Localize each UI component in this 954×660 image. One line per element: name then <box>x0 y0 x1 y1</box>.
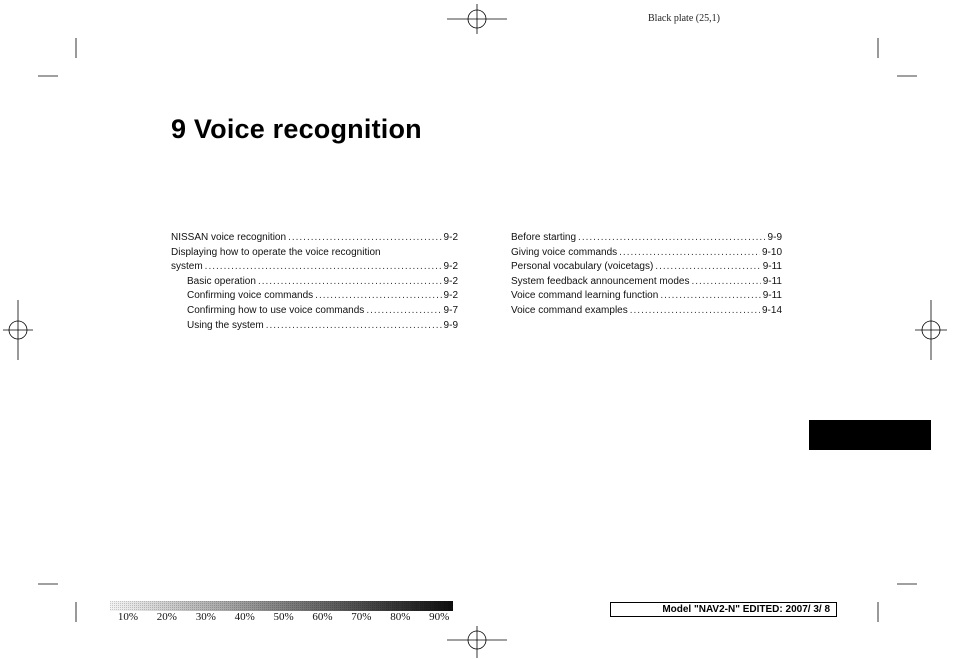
toc-entry-page: 9-11 <box>762 261 782 273</box>
toc-entry-page: 9-11 <box>762 275 782 287</box>
toc-leader-dots <box>619 246 760 261</box>
toc-entry-title: Before starting <box>511 232 577 243</box>
toc-entry-title: Voice command learning function <box>511 290 659 302</box>
toc-entry-title: Displaying how to operate the voice recognition <box>171 246 381 258</box>
toc-entry-title: system <box>171 261 203 273</box>
toc-entry-title: Confirming how to use voice commands <box>187 304 365 316</box>
toc-leader-dots <box>288 231 441 246</box>
toc-entry <box>511 304 782 319</box>
toc-leader-dots <box>660 289 760 304</box>
chapter-tab <box>809 420 931 450</box>
density-texture <box>110 601 453 611</box>
toc-entry-page: 9-9 <box>767 232 782 243</box>
density-label: 50% <box>273 611 294 623</box>
density-label: 70% <box>351 611 372 623</box>
toc-entry <box>511 260 782 275</box>
toc-entry-page: 9-10 <box>761 246 782 258</box>
toc-entry-page: 9-9 <box>443 319 458 331</box>
density-label: 60% <box>312 611 333 623</box>
toc-entry <box>171 246 458 261</box>
toc-entry <box>171 319 458 334</box>
toc-left-column <box>171 231 458 333</box>
toc-entry-title: Confirming voice commands <box>187 290 314 302</box>
toc-leader-dots <box>315 289 441 304</box>
toc-entry <box>511 231 782 246</box>
toc-leader-dots <box>258 275 442 290</box>
toc-entry-title: Giving voice commands <box>511 246 618 258</box>
toc-leader-dots <box>578 231 766 246</box>
density-label: 10% <box>117 611 139 623</box>
toc-entry-page: 9-2 <box>443 275 458 287</box>
toc-entry <box>511 275 782 290</box>
toc-entry-title: Voice command examples <box>511 304 628 316</box>
toc-entry-title: Using the system <box>187 319 264 331</box>
toc-entry <box>171 304 458 319</box>
toc-entry <box>171 289 458 304</box>
toc-entry-page: 9-7 <box>443 304 458 316</box>
density-label: 40% <box>234 611 255 623</box>
toc-entry-title: Personal vocabulary (voicetags) <box>511 261 654 273</box>
density-scale-bar <box>110 601 453 611</box>
chapter-title: 9 Voice recognition <box>171 114 422 144</box>
toc-right-column <box>511 231 782 319</box>
plate-label: Black plate (25,1) <box>648 13 720 24</box>
model-edited-stamp: Model "NAV2-N" EDITED: 2007/ 3/ 8 <box>610 602 837 617</box>
density-label: 30% <box>195 611 216 623</box>
density-label: 80% <box>390 611 411 623</box>
toc-leader-dots <box>366 304 441 319</box>
toc-entry-page: 9-2 <box>443 232 458 243</box>
toc-entry-title: System feedback announcement modes <box>511 275 690 287</box>
toc-entry-page: 9-2 <box>443 290 458 302</box>
toc-leader-dots <box>266 319 442 334</box>
toc-entry-page: 9-14 <box>761 304 782 316</box>
toc-entry-title: NISSAN voice recognition <box>171 232 287 243</box>
toc-entry-page: 9-11 <box>762 290 782 302</box>
toc-entry <box>511 289 782 304</box>
density-label: 90% <box>429 611 450 623</box>
toc-entry <box>171 231 458 246</box>
toc-leader-dots <box>655 260 760 275</box>
toc-leader-dots <box>205 260 442 275</box>
density-label: 20% <box>156 611 177 623</box>
toc-entry-title: Basic operation <box>187 275 256 287</box>
toc-entry <box>171 260 458 275</box>
toc-leader-dots <box>691 275 760 290</box>
toc-entry <box>511 246 782 261</box>
toc-entry-page: 9-2 <box>443 261 458 273</box>
toc-leader-dots <box>630 304 760 319</box>
toc-entry <box>171 275 458 290</box>
